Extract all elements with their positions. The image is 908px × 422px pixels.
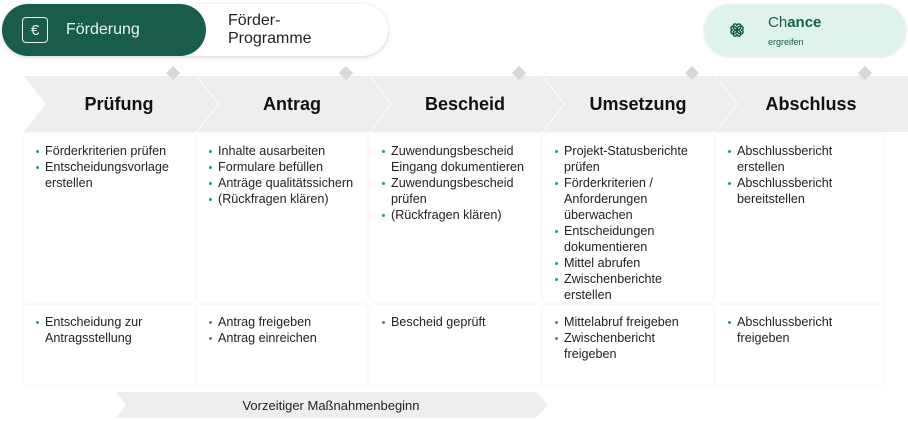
list-item: Abschlussbericht erstellen bbox=[724, 143, 878, 175]
phase-title-antrag: Antrag bbox=[263, 94, 321, 114]
chance-title bbox=[768, 14, 821, 31]
decision-card-antrag bbox=[197, 305, 367, 385]
list-item: Förderkriterien prüfen bbox=[32, 143, 188, 159]
banner-label: Vorzeitiger Maßnahmenbeginn bbox=[242, 398, 420, 413]
list-item: Antrag freigeben bbox=[205, 314, 361, 330]
task-card-umsetzung bbox=[543, 134, 713, 302]
task-card-pruefung bbox=[24, 134, 194, 302]
task-card-bescheid bbox=[370, 134, 540, 302]
list-item: Abschlussbericht freigeben bbox=[724, 314, 878, 346]
list-item: Projekt-Statusberichte prüfen bbox=[551, 143, 707, 175]
list-item: Zuwendungsbescheid Eingang dokumentieren bbox=[378, 143, 534, 175]
chance-title-pre: Ch bbox=[768, 14, 788, 31]
list-item: Entscheidung zur Antragsstellung bbox=[32, 314, 188, 346]
phase-title-bescheid: Bescheid bbox=[424, 94, 506, 114]
list-item: Abschlussbericht bereitstellen bbox=[724, 175, 878, 207]
task-card-antrag bbox=[197, 134, 367, 302]
list-item: Mittel abrufen bbox=[551, 255, 707, 271]
list-item: (Rückfragen klären) bbox=[205, 191, 361, 207]
list-item: Anträge qualitätssichern bbox=[205, 175, 361, 191]
list-item: Entscheidungsvorlage erstellen bbox=[32, 159, 188, 191]
decision-card-bescheid bbox=[370, 305, 540, 385]
clover-icon bbox=[726, 19, 748, 41]
chance-subtitle: ergreifen bbox=[768, 37, 804, 47]
list-item: Formulare befüllen bbox=[205, 159, 361, 175]
chance-title-bold: ance bbox=[787, 14, 822, 31]
list-item: (Rückfragen klären) bbox=[378, 207, 534, 223]
tab-foerderprogramme-line1: Förder- bbox=[228, 12, 281, 29]
decision-card-abschluss bbox=[716, 305, 884, 385]
list-item: Inhalte ausarbeiten bbox=[205, 143, 361, 159]
phase-title-abschluss: Abschluss bbox=[765, 94, 857, 114]
tab-group bbox=[2, 4, 388, 56]
tab-foerderung-label: Förderung bbox=[66, 21, 140, 38]
list-item: Zwischenbericht freigeben bbox=[551, 330, 707, 362]
list-item: Antrag einreichen bbox=[205, 330, 361, 346]
euro-icon: € bbox=[22, 17, 48, 43]
tab-foerderprogramme-line2: Programme bbox=[228, 30, 312, 47]
decision-card-umsetzung bbox=[543, 305, 713, 385]
chance-button[interactable] bbox=[704, 4, 906, 56]
list-item: Zuwendungsbescheid prüfen bbox=[378, 175, 534, 207]
phase-title-pruefung: Prüfung bbox=[84, 94, 154, 114]
list-item: Bescheid geprüft bbox=[378, 314, 534, 330]
task-card-abschluss bbox=[716, 134, 884, 302]
list-item: Mittelabruf freigeben bbox=[551, 314, 707, 330]
phase-title-umsetzung: Umsetzung bbox=[589, 94, 687, 114]
list-item: Entscheidungen dokumentieren bbox=[551, 223, 707, 255]
list-item: Förderkriterien / Anforderungen überwachen bbox=[551, 175, 707, 223]
list-item: Zwischenberichte erstellen bbox=[551, 271, 707, 303]
decision-card-pruefung bbox=[24, 305, 194, 385]
tab-foerderung[interactable] bbox=[2, 4, 206, 56]
tab-foerderprogramme[interactable] bbox=[228, 12, 312, 48]
